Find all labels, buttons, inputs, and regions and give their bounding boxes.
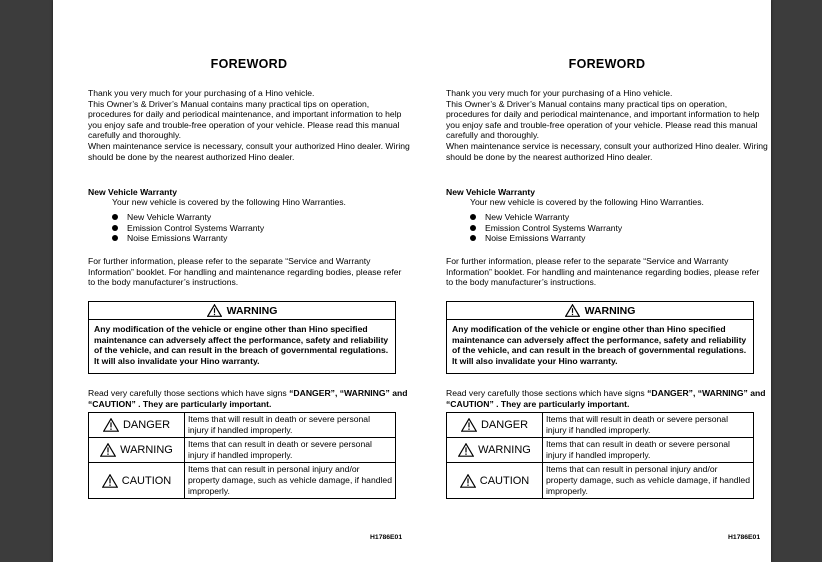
read-note-text: Read very carefully those sections which have signs bbox=[446, 388, 648, 398]
list-item bbox=[110, 233, 264, 244]
bullet-icon bbox=[470, 235, 476, 241]
warning-triangle-icon bbox=[460, 474, 476, 488]
page-title: FOREWORD bbox=[568, 57, 646, 71]
viewer-background-right bbox=[771, 0, 822, 562]
warranty-heading: New Vehicle Warranty bbox=[446, 187, 535, 197]
warning-text: Any modification of the vehicle or engine other than Hino specified maintenance can adversely affect the performance, safety and reliability of the vehicle, and can result in the breach of governmental regulations. It will also invalidate your Hino warranty. bbox=[452, 324, 747, 366]
sign-description: Items that will result in death or severe personal injury if handled improperly. bbox=[185, 413, 396, 438]
list-item bbox=[110, 212, 264, 223]
warranty-intro: Your new vehicle is covered by the following Hino Warranties. bbox=[112, 197, 346, 207]
warning-triangle-icon bbox=[103, 418, 119, 432]
document-page bbox=[53, 0, 771, 562]
page-code: H1786E01 bbox=[728, 534, 761, 541]
list-item bbox=[468, 233, 622, 244]
bullet-icon bbox=[470, 214, 476, 220]
list-item bbox=[468, 212, 622, 223]
signs-table bbox=[88, 412, 396, 499]
sign-cell-danger bbox=[89, 413, 185, 438]
sign-label: DANGER bbox=[122, 419, 171, 431]
sign-label: WARNING bbox=[120, 444, 173, 456]
intro-line: This Owner’s & Driver’s Manual contains many practical tips on operation, procedures for daily and periodical maintenance, and important information to help you enjoy safe and trouble-free operation of your vehicle. Please read this manual carefully and thoroughly. bbox=[88, 98, 402, 141]
sign-cell-warning bbox=[89, 438, 185, 463]
warning-triangle-icon bbox=[207, 304, 222, 317]
read-note-emphasis: . They are particularly important. bbox=[493, 398, 630, 409]
further-info-text: For further information, please refer to the separate “Service and Warranty Information” booklet. For handling and maintenance regarding bodies, please refer to the body manufacturer’s instructions. bbox=[446, 256, 760, 288]
table-row bbox=[447, 438, 754, 463]
sign-description: Items that will result in death or severe personal injury if handled improperly. bbox=[543, 413, 754, 438]
intro-text bbox=[446, 88, 768, 162]
list-item bbox=[468, 223, 622, 234]
intro-line: Thank you very much for your purchasing of a Hino vehicle. bbox=[446, 88, 673, 98]
warranty-item: Emission Control Systems Warranty bbox=[485, 222, 623, 233]
sign-cell-caution bbox=[89, 463, 185, 499]
warning-triangle-icon bbox=[100, 443, 116, 457]
table-row bbox=[89, 463, 396, 499]
page-code: H1786E01 bbox=[370, 534, 403, 541]
warning-box-header bbox=[447, 302, 753, 320]
table-row bbox=[447, 463, 754, 499]
intro-line: This Owner’s & Driver’s Manual contains many practical tips on operation, procedures for daily and periodical maintenance, and important information to help you enjoy safe and trouble-free operation of your vehicle. Please read this manual carefully and thoroughly. bbox=[446, 98, 760, 141]
sign-label: DANGER bbox=[480, 419, 529, 431]
intro-text bbox=[88, 88, 410, 162]
table-row bbox=[89, 413, 396, 438]
warning-label: WARNING bbox=[226, 304, 278, 317]
table-row bbox=[89, 438, 396, 463]
intro-line: When maintenance service is necessary, consult your authorized Hino dealer. Wiring should be done by the nearest authorized Hino dealer. bbox=[446, 140, 768, 162]
warranty-item: New Vehicle Warranty bbox=[485, 212, 570, 222]
read-note-emphasis: . They are particularly important. bbox=[135, 398, 272, 409]
sign-label: CAUTION bbox=[121, 474, 172, 487]
warranty-item: New Vehicle Warranty bbox=[127, 212, 212, 222]
warning-triangle-icon bbox=[565, 304, 580, 317]
warranty-list bbox=[110, 212, 264, 244]
bullet-icon bbox=[112, 225, 118, 231]
sign-description: Items that can result in personal injury and/or property damage, such as vehicle damage, if handled improperly. bbox=[543, 463, 754, 499]
signs-table bbox=[446, 412, 754, 499]
intro-line: When maintenance service is necessary, consult your authorized Hino dealer. Wiring should be done by the nearest authorized Hino dealer. bbox=[88, 140, 410, 162]
warning-box-header bbox=[89, 302, 395, 320]
warning-triangle-icon bbox=[461, 418, 477, 432]
bullet-icon bbox=[112, 235, 118, 241]
list-item bbox=[110, 223, 264, 234]
warning-triangle-icon bbox=[458, 443, 474, 457]
bullet-icon bbox=[470, 225, 476, 231]
warning-box bbox=[446, 301, 754, 374]
sign-description: Items that can result in personal injury and/or property damage, such as vehicle damage, if handled improperly. bbox=[185, 463, 396, 499]
warning-box bbox=[88, 301, 396, 374]
bullet-icon bbox=[112, 214, 118, 220]
intro-line: Thank you very much for your purchasing of a Hino vehicle. bbox=[88, 88, 315, 98]
warranty-item: Emission Control Systems Warranty bbox=[127, 222, 265, 233]
warranty-item: Noise Emissions Warranty bbox=[485, 233, 586, 244]
warranty-list bbox=[468, 212, 622, 244]
warranty-intro: Your new vehicle is covered by the following Hino Warranties. bbox=[470, 197, 704, 207]
sign-description: Items that can result in death or severe personal injury if handled improperly. bbox=[543, 438, 754, 463]
warning-label: WARNING bbox=[584, 304, 636, 317]
warranty-item: Noise Emissions Warranty bbox=[127, 233, 228, 244]
warning-text: Any modification of the vehicle or engine other than Hino specified maintenance can adversely affect the performance, safety and reliability of the vehicle, and can result in the breach of governmental regulations. It will also invalidate your Hino warranty. bbox=[94, 324, 389, 366]
sign-cell-warning bbox=[447, 438, 543, 463]
warning-triangle-icon bbox=[102, 474, 118, 488]
read-note bbox=[88, 388, 410, 409]
viewer-background-left bbox=[0, 0, 53, 562]
further-info-text: For further information, please refer to the separate “Service and Warranty Information” booklet. For handling and maintenance regarding bodies, please refer to the body manufacturer’s instructions. bbox=[88, 256, 402, 288]
table-row bbox=[447, 413, 754, 438]
sign-cell-danger bbox=[447, 413, 543, 438]
read-note-signs: “DANGER”, “WARNING” and “CAUTION” bbox=[446, 388, 766, 409]
sign-cell-caution bbox=[447, 463, 543, 499]
read-note-signs: “DANGER”, “WARNING” and “CAUTION” bbox=[88, 388, 408, 409]
sign-label: CAUTION bbox=[479, 474, 530, 487]
page-title: FOREWORD bbox=[210, 57, 288, 71]
sign-label: WARNING bbox=[478, 444, 531, 456]
read-note-text: Read very carefully those sections which have signs bbox=[88, 388, 290, 398]
warranty-heading: New Vehicle Warranty bbox=[88, 187, 177, 197]
read-note bbox=[446, 388, 768, 409]
sign-description: Items that can result in death or severe personal injury if handled improperly. bbox=[185, 438, 396, 463]
